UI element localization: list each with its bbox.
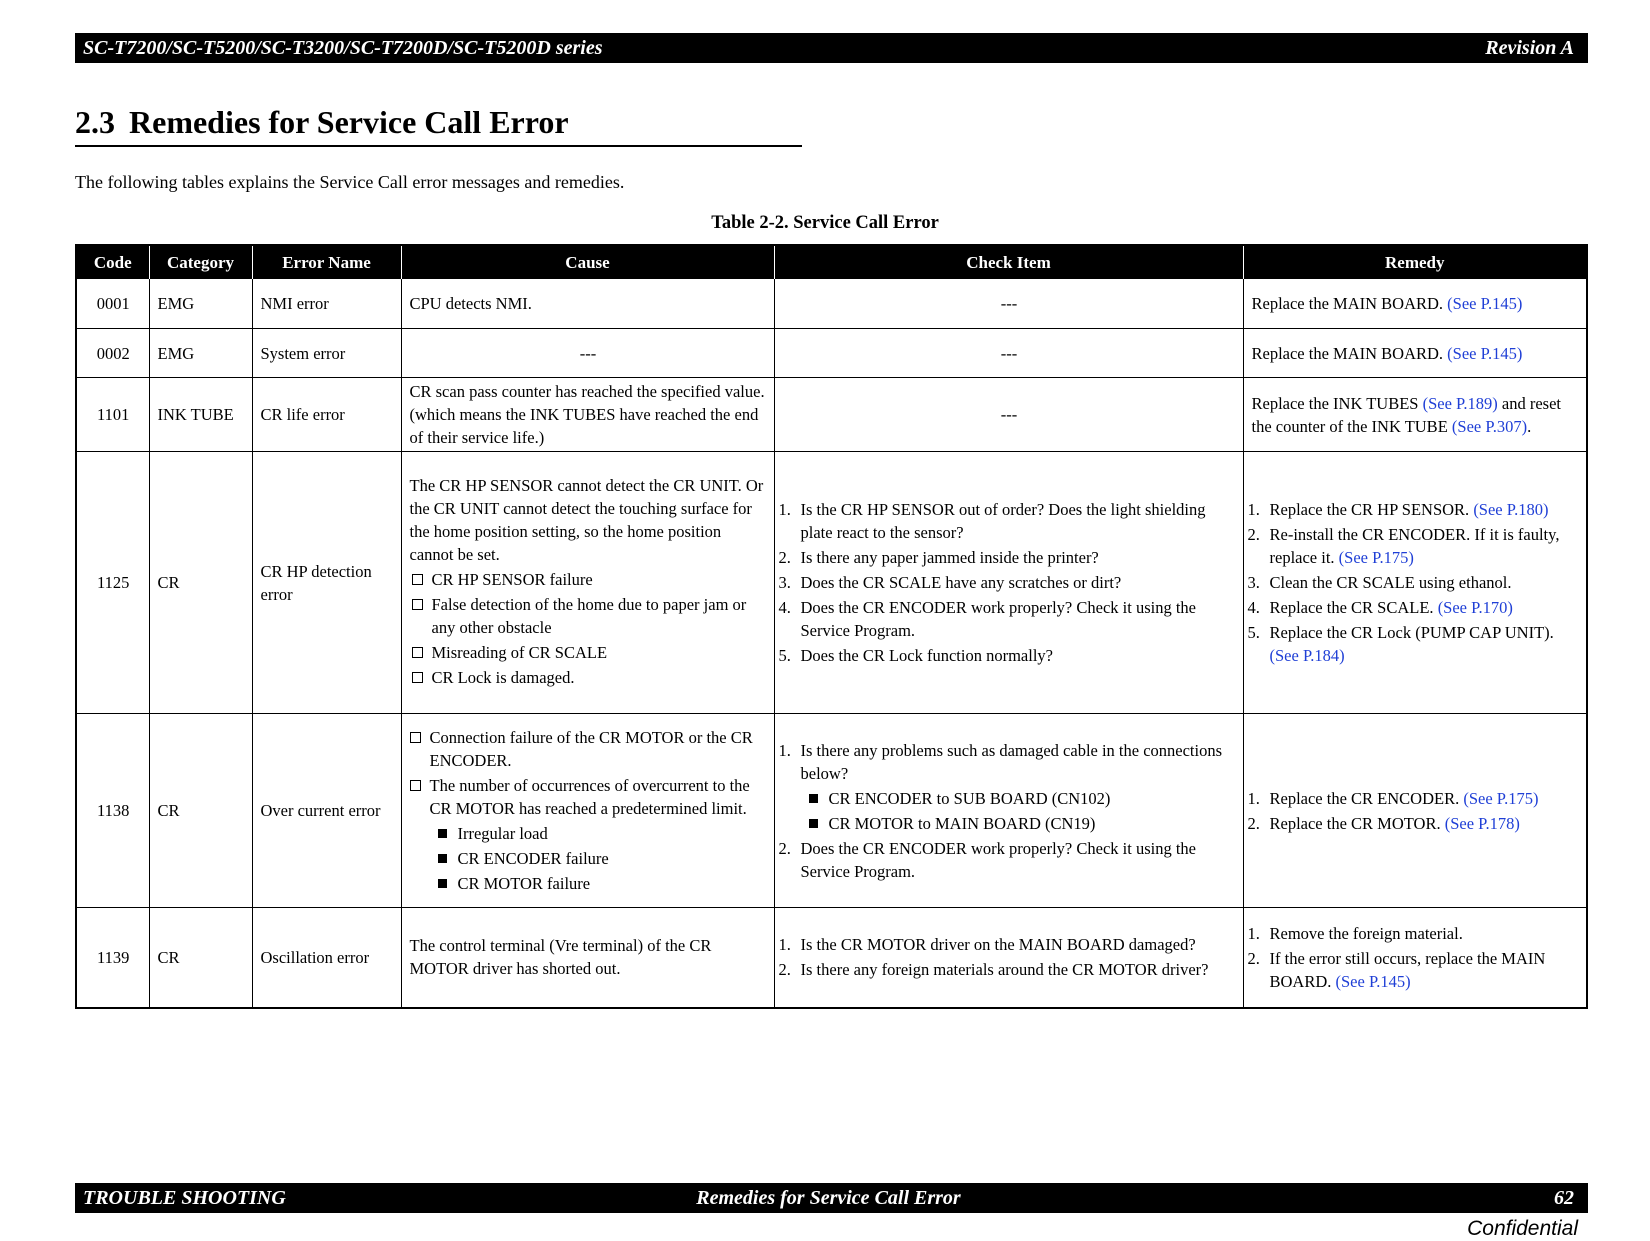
- section-title: [75, 104, 802, 147]
- table-header-row: [76, 245, 1587, 279]
- cell-check-item: ---: [774, 378, 1243, 452]
- cell-category: CR: [149, 714, 252, 908]
- page-reference-link[interactable]: (See P.145): [1447, 294, 1523, 313]
- list-item: 1. Is there any problems such as damaged cable in the connections below? CR ENCODER to SUB BOARD (CN102) CR MOTOR to MAIN BOARD (CN19): [779, 739, 1236, 835]
- remedy-text: Replace the INK TUBES: [1251, 393, 1423, 413]
- list-item-text: Is there any problems such as damaged cable in the connections below?: [800, 740, 1223, 783]
- cell-error-name: Oscillation error: [252, 908, 401, 1008]
- cell-check-item: [774, 908, 1243, 1008]
- table-row: [76, 279, 1587, 329]
- cell-category: CR: [149, 908, 252, 1008]
- cell-check-item: [774, 452, 1243, 714]
- cell-remedy: [1243, 279, 1587, 329]
- remedy-text: and reset the counter of the INK TUBE: [1251, 393, 1561, 436]
- cell-code: 1101: [76, 378, 149, 452]
- page-number: 62: [1554, 1186, 1574, 1209]
- remedy-text: Replace the CR ENCODER.: [1269, 788, 1464, 808]
- list-item: 1. Is the CR HP SENSOR out of order? Does the light shielding plate react to the sensor?: [778, 500, 1206, 542]
- cell-code: 0001: [76, 279, 149, 329]
- cell-code: 1138: [76, 714, 149, 908]
- col-header-check-item: Check Item: [774, 245, 1243, 279]
- cell-error-name: CR life error: [252, 378, 401, 452]
- list-item: CR MOTOR to MAIN BOARD (CN19): [807, 812, 1236, 835]
- remedy-text: Replace the CR Lock (PUMP CAP UNIT).: [1269, 623, 1554, 642]
- cell-error-name: Over current error: [252, 714, 401, 908]
- cause-text: The CR HP SENSOR cannot detect the CR UNIT. Or the CR UNIT cannot detect the touching surface for the home position setting, so the home position cannot be set.: [409, 476, 764, 564]
- check-list: [779, 739, 1236, 883]
- cell-code: 0002: [76, 329, 149, 378]
- list-item: Irregular load: [436, 822, 767, 845]
- cell-check-item: ---: [774, 279, 1243, 329]
- cell-remedy: [1243, 329, 1587, 378]
- cell-code: 1139: [76, 908, 149, 1008]
- cell-remedy: [1243, 378, 1587, 452]
- cell-code: 1125: [76, 452, 149, 714]
- cell-remedy: [1243, 452, 1587, 714]
- list-item: 1. Remove the foreign material.: [1247, 923, 1463, 943]
- col-header-category: Category: [149, 245, 252, 279]
- footer-section: Remedies for Service Call Error: [696, 1186, 961, 1209]
- list-item: 2. Re-install the CR ENCODER. If it is faulty, replace it. (See P.175): [1247, 525, 1560, 567]
- remedy-text: Replace the MAIN BOARD.: [1251, 343, 1448, 363]
- list-item-text: Does the CR ENCODER work properly? Check it using the Service Program.: [800, 598, 1196, 640]
- cell-check-item: ---: [774, 329, 1243, 378]
- list-item: 1. Replace the CR HP SENSOR. (See P.180): [1247, 500, 1549, 519]
- table-caption: Table 2-2. Service Call Error: [711, 213, 939, 233]
- cell-category: EMG: [149, 329, 252, 378]
- check-sub-list: [807, 787, 1236, 835]
- footer-bar: [75, 1183, 1588, 1213]
- check-list: [779, 498, 1236, 667]
- cell-cause: [401, 452, 774, 714]
- col-header-remedy: Remedy: [1243, 245, 1587, 279]
- table-row: [76, 378, 1587, 452]
- list-item-text: Does the CR Lock function normally?: [800, 646, 1053, 665]
- service-call-error-table: [75, 244, 1588, 1009]
- list-item-text: Is the CR MOTOR driver on the MAIN BOARD damaged?: [800, 935, 1196, 955]
- remedy-list: [1248, 922, 1580, 993]
- page-reference-link[interactable]: (See P.170): [1437, 598, 1513, 617]
- cause-sub-list: [436, 822, 767, 895]
- list-item: 2. If the error still occurs, replace the MAIN BOARD. (See P.145): [1247, 948, 1546, 991]
- cell-cause: The control terminal (Vre terminal) of the CR MOTOR driver has shorted out.: [401, 908, 774, 1008]
- table-row: [76, 452, 1587, 714]
- list-item: 5. Replace the CR Lock (PUMP CAP UNIT). (See P.184): [1247, 623, 1554, 665]
- list-item: The number of occurrences of overcurrent to the CR MOTOR has reached a predetermined limit.: [408, 774, 767, 820]
- remedy-text: Remove the foreign material.: [1269, 923, 1463, 943]
- list-item-text: Is there any paper jammed inside the printer?: [800, 548, 1099, 567]
- page-reference-link[interactable]: (See P.145): [1447, 343, 1523, 363]
- cell-cause: CPU detects NMI.: [401, 279, 774, 329]
- list-item: 2. Is there any foreign materials around the CR MOTOR driver?: [778, 960, 1209, 980]
- remedy-text: Clean the CR SCALE using ethanol.: [1269, 573, 1512, 592]
- cell-error-name: NMI error: [252, 279, 401, 329]
- table-row: [76, 714, 1587, 908]
- list-item: CR Lock is damaged.: [410, 666, 767, 689]
- list-item: 3. Does the CR SCALE have any scratches or dirt?: [778, 573, 1122, 592]
- list-item: 2. Is there any paper jammed inside the printer?: [778, 548, 1099, 567]
- cell-remedy: [1243, 714, 1587, 908]
- list-item-text: Does the CR ENCODER work properly? Check it using the Service Program.: [800, 838, 1196, 881]
- remedy-text: .: [1527, 416, 1532, 436]
- footer-chapter: TROUBLE SHOOTING: [83, 1186, 286, 1209]
- list-item: CR ENCODER to SUB BOARD (CN102): [807, 787, 1236, 810]
- remedy-text: If the error still occurs, replace the MAIN BOARD.: [1269, 948, 1546, 991]
- confidential-label: Confidential: [1467, 1217, 1578, 1240]
- header-bar: [75, 33, 1588, 63]
- list-item: 2. Does the CR ENCODER work properly? Check it using the Service Program.: [778, 838, 1196, 881]
- list-item: CR ENCODER failure: [436, 847, 767, 870]
- list-item-text: Is the CR HP SENSOR out of order? Does the light shielding plate react to the sensor?: [800, 500, 1206, 542]
- table-row: [76, 908, 1587, 1008]
- remedy-list: [1248, 787, 1580, 835]
- list-item: 3. Clean the CR SCALE using ethanol.: [1247, 573, 1512, 592]
- cause-list: [410, 568, 767, 689]
- remedy-text: Replace the MAIN BOARD.: [1251, 294, 1448, 313]
- cause-list: [408, 726, 767, 820]
- col-header-code: Code: [76, 245, 149, 279]
- page-reference-link[interactable]: (See P.189): [1422, 393, 1498, 413]
- col-header-error-name: Error Name: [252, 245, 401, 279]
- check-list: [779, 933, 1236, 981]
- page-reference-link[interactable]: (See P.175): [1463, 788, 1539, 808]
- intro-text: The following tables explains the Service Call error messages and remedies.: [75, 172, 625, 192]
- remedy-list: [1248, 498, 1580, 667]
- list-item: 1. Replace the CR ENCODER. (See P.175): [1247, 788, 1539, 808]
- list-item: 4. Replace the CR SCALE. (See P.170): [1247, 598, 1513, 617]
- page-reference-link[interactable]: (See P.184): [1269, 646, 1345, 665]
- page-reference-link[interactable]: (See P.175): [1338, 548, 1414, 567]
- cell-error-name: System error: [252, 329, 401, 378]
- list-item: CR MOTOR failure: [436, 872, 767, 895]
- cell-cause: [401, 714, 774, 908]
- remedy-text: Replace the CR SCALE.: [1269, 598, 1438, 617]
- list-item-text: Does the CR SCALE have any scratches or dirt?: [800, 573, 1122, 592]
- list-item-text: Is there any foreign materials around the CR MOTOR driver?: [800, 960, 1209, 980]
- list-item: Misreading of CR SCALE: [410, 641, 767, 664]
- section-number: 2.3: [75, 104, 115, 140]
- col-header-cause: Cause: [401, 245, 774, 279]
- list-item: 2. Replace the CR MOTOR. (See P.178): [1247, 813, 1520, 833]
- cell-category: EMG: [149, 279, 252, 329]
- list-item: 1. Is the CR MOTOR driver on the MAIN BOARD damaged?: [778, 935, 1196, 955]
- cell-cause: CR scan pass counter has reached the specified value. (which means the INK TUBES have reached the end of their service life.): [401, 378, 774, 452]
- page-reference-link[interactable]: (See P.178): [1444, 813, 1520, 833]
- cell-cause: ---: [401, 329, 774, 378]
- cell-category: CR: [149, 452, 252, 714]
- header-model: SC-T7200/SC-T5200/SC-T3200/SC-T7200D/SC-T5200D series: [83, 36, 603, 59]
- remedy-text: Replace the CR MOTOR.: [1269, 813, 1445, 833]
- header-revision: Revision A: [1485, 36, 1574, 59]
- cell-error-name: CR HP detection error: [252, 452, 401, 714]
- list-item: 5. Does the CR Lock function normally?: [778, 646, 1053, 665]
- remedy-text: Re-install the CR ENCODER. If it is faulty, replace it.: [1269, 525, 1560, 567]
- cell-remedy: [1243, 908, 1587, 1008]
- list-item: CR HP SENSOR failure: [410, 568, 767, 591]
- page-reference-link[interactable]: (See P.307): [1451, 416, 1528, 436]
- list-item: Connection failure of the CR MOTOR or the CR ENCODER.: [408, 726, 767, 772]
- section-title-text: Remedies for Service Call Error: [129, 104, 569, 140]
- page-reference-link[interactable]: (See P.180): [1473, 500, 1549, 519]
- remedy-text: Replace the CR HP SENSOR.: [1269, 500, 1474, 519]
- cell-category: INK TUBE: [149, 378, 252, 452]
- cell-check-item: [774, 714, 1243, 908]
- list-item: 4. Does the CR ENCODER work properly? Check it using the Service Program.: [778, 598, 1196, 640]
- page-reference-link[interactable]: (See P.145): [1335, 971, 1411, 991]
- list-item: False detection of the home due to paper jam or any other obstacle: [410, 593, 767, 639]
- table-row: [76, 329, 1587, 378]
